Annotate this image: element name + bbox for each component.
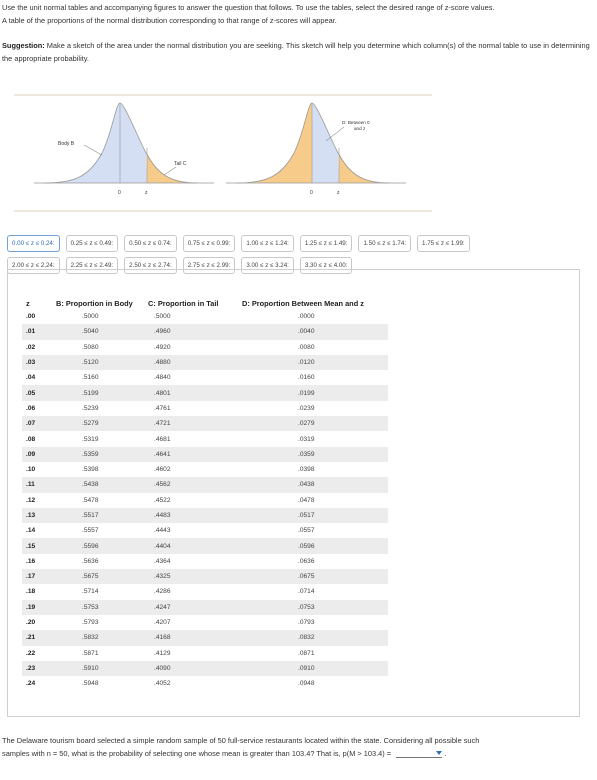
- table-row: [22, 615, 388, 630]
- tab-z-range[interactable]: 0.00 ≤ z ≤ 0.24:: [7, 235, 60, 252]
- cell-body: .5675: [52, 569, 144, 584]
- z-range-tab-row-1: [7, 235, 567, 252]
- table-row: [22, 584, 388, 599]
- cell-between: .0319: [298, 435, 315, 443]
- suggestion-text: Make a sketch of the area under the normal distribution you are seeking. This sketch will help you determine which column(s) of the normal table to use in determining the appropriate probability.: [2, 41, 590, 63]
- cell-between: .0793: [298, 619, 315, 627]
- cell-between: .0120: [238, 355, 388, 370]
- question: [2, 735, 592, 760]
- table-row: [22, 554, 388, 569]
- cell-tail: .4168: [144, 630, 238, 645]
- cell-between: .0398: [298, 466, 315, 474]
- table-row: [22, 569, 388, 584]
- header-z: z: [26, 298, 30, 308]
- cell-between: .0636: [298, 557, 315, 565]
- cell-body: .5040: [52, 324, 144, 339]
- question-line-2-text: samples with n = 50, what is the probability of selecting one whose mean is greater than 103.4? That is, p(M > 103.4) =: [2, 748, 392, 758]
- cell-tail: .4483: [144, 508, 238, 523]
- suggestion-label: Suggestion:: [2, 41, 45, 50]
- cell-between: .0160: [298, 374, 315, 382]
- label-right-zero: 0: [310, 190, 313, 196]
- cell-body: .5199: [52, 385, 144, 400]
- cell-z: .01: [22, 324, 52, 339]
- tab-z-range[interactable]: 2.50 ≤ z ≤ 2.74:: [124, 257, 177, 274]
- cell-tail: .4562: [144, 477, 238, 492]
- table-row: [22, 493, 388, 508]
- cell-tail: .4247: [144, 600, 238, 615]
- cell-tail: .4960: [144, 324, 238, 339]
- table-header-row: [22, 297, 388, 309]
- cell-body: .5438: [52, 477, 144, 492]
- cell-tail: .4443: [154, 527, 171, 535]
- cell-z: .24: [26, 680, 36, 688]
- chevron-down-icon: [436, 751, 442, 755]
- tab-z-range[interactable]: 1.75 ≤ z ≤ 1.99:: [417, 235, 470, 252]
- tab-z-range[interactable]: 3.00 ≤ z ≤ 3.24:: [241, 257, 294, 274]
- cell-body: .5517: [52, 508, 144, 523]
- cell-z: .07: [22, 416, 52, 431]
- table-row: [22, 538, 388, 553]
- right-outer-right-area: [339, 153, 389, 183]
- cell-tail: .4721: [144, 416, 238, 431]
- cell-tail: .4761: [154, 404, 171, 412]
- cell-tail: .4404: [144, 538, 238, 553]
- cell-body: .5832: [52, 630, 144, 645]
- tab-z-range[interactable]: 0.75 ≤ z ≤ 0.99:: [183, 235, 236, 252]
- cell-tail: .4801: [144, 385, 238, 400]
- cell-between: .0871: [298, 649, 315, 657]
- cell-between: .0910: [238, 661, 388, 676]
- cell-between: .0596: [238, 538, 388, 553]
- cell-z: .06: [26, 404, 36, 412]
- table-row: [22, 600, 388, 615]
- left-curve-group: [34, 103, 214, 196]
- table-row: [22, 661, 388, 676]
- cell-between: .0557: [298, 527, 315, 535]
- table-row: [22, 401, 388, 416]
- normal-table-panel: [7, 269, 580, 717]
- cell-body: .5910: [52, 661, 144, 676]
- cell-z: .21: [22, 630, 52, 645]
- table-row: [22, 370, 388, 385]
- label-between-and-z: and z: [354, 126, 366, 131]
- cell-tail: .4325: [144, 569, 238, 584]
- cell-z: .00: [26, 313, 36, 321]
- tab-z-range[interactable]: 1.00 ≤ z ≤ 1.24:: [241, 235, 294, 252]
- cell-tail: .4052: [154, 680, 171, 688]
- left-body-pointer: [84, 145, 102, 155]
- header-between: D: Proportion Between Mean and z: [242, 298, 364, 308]
- cell-tail: .4364: [154, 557, 171, 565]
- table-row: [22, 431, 388, 446]
- unit-normal-table: [22, 297, 388, 691]
- cell-body: .5714: [82, 588, 99, 596]
- cell-tail: .4090: [144, 661, 238, 676]
- right-curve-group: [226, 103, 406, 196]
- cell-between: .0753: [238, 600, 388, 615]
- cell-tail: .4602: [154, 466, 171, 474]
- table-row: [22, 676, 388, 691]
- cell-between: .0478: [298, 496, 315, 504]
- cell-tail: .4641: [144, 447, 238, 462]
- tab-z-range[interactable]: 0.50 ≤ z ≤ 0.74:: [124, 235, 177, 252]
- cell-between: .0040: [238, 324, 388, 339]
- cell-between: .0438: [238, 477, 388, 492]
- cell-z: .10: [26, 466, 36, 474]
- cell-tail: .4522: [154, 496, 171, 504]
- right-between-area: [312, 103, 339, 183]
- cell-z: .17: [22, 569, 52, 584]
- cell-z: .08: [26, 435, 36, 443]
- cell-tail: .4681: [154, 435, 171, 443]
- cell-tail: .4840: [154, 374, 171, 382]
- cell-z: .05: [22, 385, 52, 400]
- left-tail-pointer: [164, 167, 176, 175]
- cell-z: .14: [26, 527, 36, 535]
- cell-body: .5478: [82, 496, 99, 504]
- cell-between: .0948: [298, 680, 315, 688]
- table-row: [22, 646, 388, 661]
- table-row: [22, 523, 388, 538]
- cell-z: .11: [22, 477, 52, 492]
- label-between-d: D: Between 0: [342, 120, 370, 125]
- cell-tail: .4286: [154, 588, 171, 596]
- cell-body: .5398: [82, 466, 99, 474]
- cell-body: .5359: [52, 447, 144, 462]
- header-body: B: Proportion in Body: [56, 298, 133, 308]
- question-suffix: .: [444, 748, 447, 758]
- cell-body: .5871: [82, 649, 99, 657]
- cell-z: .23: [22, 661, 52, 676]
- label-tail-c: Tail C: [174, 161, 187, 167]
- cell-between: .0517: [238, 508, 388, 523]
- cell-body: .5279: [52, 416, 144, 431]
- cell-body: .5948: [82, 680, 99, 688]
- cell-tail: .4920: [154, 343, 171, 351]
- cell-z: .13: [22, 508, 52, 523]
- cell-z: .20: [26, 619, 36, 627]
- normal-distribution-figure: [14, 93, 432, 213]
- tab-z-range[interactable]: 0.25 ≤ z ≤ 0.49:: [66, 235, 119, 252]
- cell-z: .04: [26, 374, 36, 382]
- cell-body: .5557: [82, 527, 99, 535]
- cell-body: .5080: [82, 343, 99, 351]
- cell-between: .0239: [298, 404, 315, 412]
- cell-between: .0199: [238, 385, 388, 400]
- right-outer-left-area: [236, 103, 312, 183]
- tab-z-range[interactable]: 1.50 ≤ z ≤ 1.74:: [358, 235, 411, 252]
- cell-between: .0359: [238, 447, 388, 462]
- cell-z: .19: [22, 600, 52, 615]
- cell-body: .5596: [52, 538, 144, 553]
- instructions: [2, 2, 592, 27]
- answer-dropdown[interactable]: [396, 749, 442, 758]
- cell-z: .16: [26, 557, 36, 565]
- cell-z: .18: [26, 588, 36, 596]
- question-line-2: [2, 748, 592, 761]
- table-row: [22, 447, 388, 462]
- cell-z: .22: [26, 649, 36, 657]
- cell-z: .09: [22, 447, 52, 462]
- cell-body: .5636: [82, 557, 99, 565]
- tab-z-range[interactable]: 2.00 ≤ z ≤ 2.24:: [7, 257, 60, 274]
- cell-tail: .5000: [154, 313, 171, 321]
- instructions-line-1: Use the unit normal tables and accompanying figures to answer the question that follows. To use the tables, select the desired range of z-score values.: [2, 3, 495, 12]
- cell-between: .0000: [298, 313, 315, 321]
- table-row: [22, 416, 388, 431]
- cell-between: .0832: [238, 630, 388, 645]
- table-row: [22, 630, 388, 645]
- tab-z-range[interactable]: 2.75 ≤ z ≤ 2.99:: [183, 257, 236, 274]
- table-row: [22, 508, 388, 523]
- table-row: [22, 309, 388, 324]
- left-tail-area: [147, 153, 197, 183]
- cell-between: .0279: [238, 416, 388, 431]
- cell-body: .5753: [52, 600, 144, 615]
- instructions-line-2: A table of the proportions of the normal distribution corresponding to that range of z-scores will appear.: [2, 15, 337, 25]
- cell-z: .15: [22, 538, 52, 553]
- cell-body: .5000: [82, 313, 99, 321]
- table-row: [22, 324, 388, 339]
- table-row: [22, 385, 388, 400]
- table-row: [22, 462, 388, 477]
- table-row: [22, 340, 388, 355]
- label-left-z: z: [145, 190, 148, 196]
- cell-between: .0714: [298, 588, 315, 596]
- cell-between: .0675: [238, 569, 388, 584]
- table-row: [22, 477, 388, 492]
- cell-body: .5793: [82, 619, 99, 627]
- cell-between: .0080: [298, 343, 315, 351]
- tab-z-range[interactable]: 2.25 ≤ z ≤ 2.49:: [66, 257, 119, 274]
- cell-z: .02: [26, 343, 36, 351]
- tab-z-range[interactable]: 1.25 ≤ z ≤ 1.49:: [300, 235, 353, 252]
- cell-z: .03: [22, 355, 52, 370]
- label-right-z: z: [337, 190, 340, 196]
- cell-tail: .4129: [154, 649, 171, 657]
- table-row: [22, 355, 388, 370]
- cell-body: .5239: [82, 404, 99, 412]
- cell-z: .12: [26, 496, 36, 504]
- cell-body: .5319: [82, 435, 99, 443]
- cell-body: .5120: [52, 355, 144, 370]
- header-tail: C: Proportion in Tail: [148, 298, 219, 308]
- tab-z-range[interactable]: 3.30 ≤ z ≤ 4.00:: [300, 257, 353, 274]
- question-line-1: The Delaware tourism board selected a simple random sample of 50 full-service restaurants located within the state. Considering all possible such: [2, 736, 480, 745]
- cell-tail: .4207: [154, 619, 171, 627]
- cell-body: .5160: [82, 374, 99, 382]
- label-body-b: Body B: [58, 141, 75, 147]
- table-body: [22, 309, 388, 691]
- cell-tail: .4880: [144, 355, 238, 370]
- suggestion: [2, 40, 592, 65]
- label-left-zero: 0: [118, 190, 121, 196]
